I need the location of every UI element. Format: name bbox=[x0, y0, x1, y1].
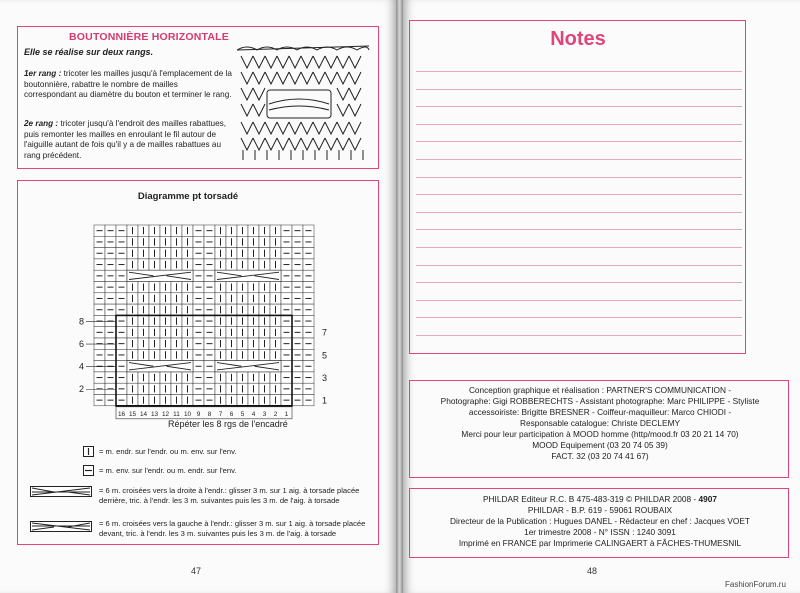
row-number-left: 2 bbox=[78, 384, 84, 395]
stitch-number: 16 bbox=[117, 410, 126, 418]
stitch-number: 15 bbox=[128, 410, 137, 418]
notes-line bbox=[416, 317, 742, 318]
stitch-number: 7 bbox=[218, 410, 223, 418]
notes-line bbox=[416, 247, 742, 248]
cable-left-symbol bbox=[30, 521, 92, 532]
publisher-line-5: Imprimé en FRANCE par Imprimerie CALINGAERT à FÂCHES-THUMESNIL bbox=[458, 538, 742, 548]
credit-line: accessoiriste: Brigitte BRESNER - Coiffeur-maquilleur: Marco CHIODI - bbox=[468, 407, 732, 417]
row-number-left: 6 bbox=[78, 339, 84, 350]
publisher-line-2: PHILDAR - B.P. 619 - 59061 ROUBAIX bbox=[527, 505, 673, 515]
diagram-title: Diagramme pt torsadé bbox=[137, 191, 239, 202]
row-number-left: 4 bbox=[78, 361, 84, 372]
cable-right-symbol bbox=[30, 486, 92, 497]
notes-line bbox=[416, 71, 742, 72]
knitted-buttonhole-illustration bbox=[233, 42, 373, 164]
stitch-number: 8 bbox=[207, 410, 212, 418]
purl-symbol bbox=[83, 465, 94, 476]
row-number-right: 7 bbox=[322, 327, 328, 338]
legend-cable-right-text: = 6 m. croisées vers la droite à l'endr.: glisser 3 m. sur 1 aig. à torsade placée derrière, tric. à l'endr. les 3 m. suivantes puis les 3 m. de l'aig. à torsade bbox=[99, 486, 360, 505]
catalogue-code: 4907 bbox=[698, 494, 717, 504]
notes-box bbox=[409, 20, 746, 354]
credit-line: Photographe: Gigi ROBBERECHTS - Assistant photographe: Marc PHILIPPE - Styliste bbox=[440, 396, 760, 406]
notes-line bbox=[416, 177, 742, 178]
notes-line bbox=[416, 159, 742, 160]
notes-line bbox=[416, 282, 742, 283]
credits-box bbox=[409, 380, 789, 478]
stitch-number: 13 bbox=[150, 410, 159, 418]
notes-line bbox=[416, 212, 742, 213]
stitch-number: 9 bbox=[196, 410, 201, 418]
notes-line bbox=[416, 106, 742, 107]
right-page bbox=[403, 0, 800, 593]
legend-cable-left-text: = 6 m. croisées vers la gauche à l'endr.: glisser 3 m. sur 1 aig. à torsade placée devant, tric. à l'endr. les 3 m. suivantes puis les 3 m. de l'aig. à torsade bbox=[99, 519, 366, 538]
page-number-left: 47 bbox=[191, 566, 202, 576]
notes-line bbox=[416, 300, 742, 301]
notes-line bbox=[416, 141, 742, 142]
notes-line bbox=[416, 89, 742, 90]
stitch-number: 5 bbox=[240, 410, 245, 418]
publisher-line-4: 1er trimestre 2008 - N° ISSN : 1240 3091 bbox=[524, 527, 676, 537]
stitch-number: 11 bbox=[173, 410, 180, 418]
publisher-line-3: Directeur de la Publication : Hugues DANEL - Rédacteur en chef : Jacques VOET bbox=[450, 516, 750, 526]
row1-text: tricoter les mailles jusqu'à l'emplacement de la boutonnière, rabattre le nombre de mailles correspondant au diamètre du bouton et terminer le rang. bbox=[24, 69, 232, 99]
row-number-right: 3 bbox=[322, 372, 328, 383]
page-number-right: 48 bbox=[587, 566, 598, 576]
book-gutter bbox=[396, 0, 403, 593]
buttonhole-title: BOUTONNIÈRE HORIZONTALE bbox=[69, 31, 229, 43]
stitch-number: 14 bbox=[139, 410, 148, 418]
knit-symbol bbox=[83, 446, 94, 457]
stitch-number: 12 bbox=[161, 410, 170, 418]
row1-label: 1er rang : bbox=[24, 69, 62, 78]
notes-line bbox=[416, 124, 742, 125]
notes-line bbox=[416, 335, 742, 336]
legend-purl-text: = m. env. sur l'endr. ou m. endr. sur l'env. bbox=[99, 466, 237, 475]
credits-text bbox=[410, 385, 790, 462]
row2-label: 2e rang : bbox=[24, 119, 59, 128]
diagram-box bbox=[17, 180, 379, 545]
stitch-number: 4 bbox=[251, 410, 256, 418]
watermark: FashionForum.ru bbox=[725, 580, 786, 589]
credit-line: FACT. 32 (03 20 74 41 67) bbox=[551, 451, 649, 461]
stitch-number: 6 bbox=[229, 410, 234, 418]
credit-line: MOOD Equipement (03 20 74 05 39) bbox=[532, 440, 668, 450]
row-number-right: 1 bbox=[322, 395, 328, 406]
publisher-rc: PHILDAR Editeur R.C. B 475-483-319 © PHILDAR 2008 - bbox=[483, 494, 699, 504]
row2-paragraph bbox=[24, 119, 232, 161]
row-number-right: 5 bbox=[322, 350, 328, 361]
legend-knit-text: = m. endr. sur l'endr. ou m. env. sur l'env. bbox=[99, 447, 237, 456]
credit-line: Conception graphique et réalisation : PARTNER'S COMMUNICATION - bbox=[468, 385, 732, 395]
repeat-note: Répéter les 8 rgs de l'encadré bbox=[168, 419, 288, 429]
notes-title: Notes bbox=[550, 28, 606, 50]
stitch-number: 10 bbox=[183, 410, 192, 418]
stitch-number: 3 bbox=[262, 410, 267, 418]
publisher-text bbox=[410, 494, 790, 549]
buttonhole-subtitle: Elle se réalise sur deux rangs. bbox=[24, 47, 154, 57]
credit-line: Merci pour leur participation à MOOD homme (http/mood.fr 03 20 21 14 70) bbox=[461, 429, 739, 439]
stitch-chart bbox=[54, 219, 328, 419]
left-page bbox=[0, 0, 396, 593]
stitch-number: 2 bbox=[273, 410, 278, 418]
credit-line: Responsable catalogue: Christe DECLEMY bbox=[519, 418, 681, 428]
notes-line bbox=[416, 194, 742, 195]
stitch-number: 1 bbox=[284, 410, 289, 418]
publisher-box bbox=[409, 488, 789, 558]
notes-line bbox=[416, 265, 742, 266]
row-number-left: 8 bbox=[78, 316, 84, 327]
row2-text: tricoter jusqu'à l'endroit des mailles rabattues, puis remonter les mailles en enroulant le fil autour de l'aiguille autant de fois qu'il y a de mailles rabattues au rang précédent. bbox=[24, 119, 227, 160]
publisher-line-1 bbox=[410, 494, 790, 505]
notes-line bbox=[416, 229, 742, 230]
buttonhole-box bbox=[17, 26, 379, 169]
row1-paragraph bbox=[24, 69, 232, 101]
